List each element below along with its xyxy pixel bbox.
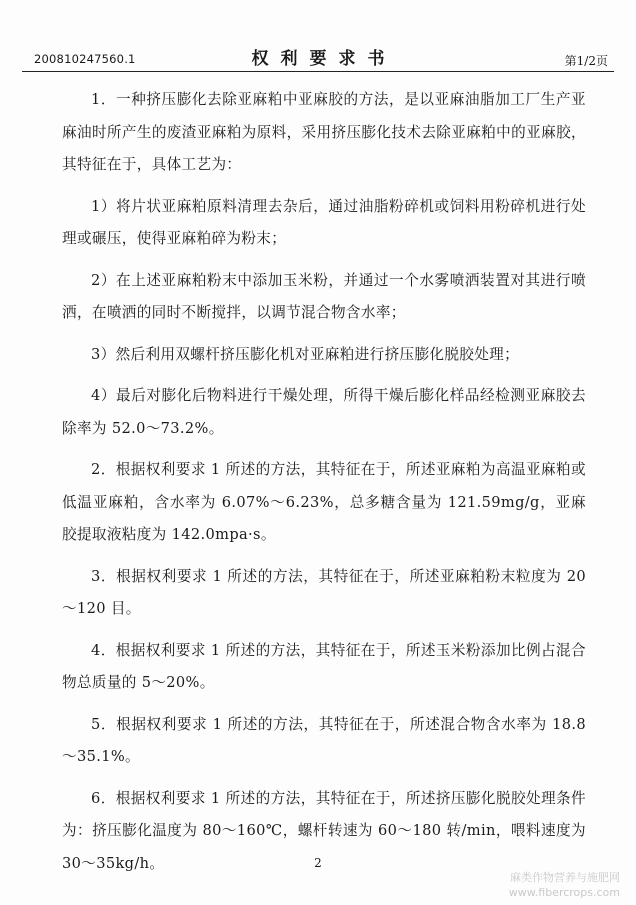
- watermark-site-name: 麻类作物营养与施肥网: [510, 871, 620, 884]
- application-number: 200810247560.1: [34, 52, 136, 66]
- document-header: [22, 40, 614, 70]
- claim-1: 1．一种挤压膨化去除亚麻粕中亚麻胶的方法，是以亚麻油脂加工厂生产亚麻油时所产生的废渣亚麻粕为原料，采用挤压膨化技术去除亚麻粕中的亚麻胶，其特征在于，具体工艺为：: [62, 91, 586, 173]
- claims-body: [62, 84, 586, 889]
- claim-1-step-4: 4）最后对膨化后物料进行干燥处理，所得干燥后膨化样品经检测亚麻胶去除率为 52.0～73.2%。: [62, 387, 586, 437]
- claim-4: 4．根据权利要求 1 所述的方法，其特征在于，所述玉米粉添加比例占混合物总质量的 5～20%。: [62, 641, 586, 691]
- claim-1-step-1: 1）将片状亚麻粕原料清理去杂后，通过油脂粉碎机或饲料用粉碎机进行处理或碾压，使得亚麻粕碎为粉末；: [62, 197, 586, 247]
- claim-5: 5．根据权利要求 1 所述的方法，其特征在于，所述混合物含水率为 18.8～35.1%。: [62, 715, 586, 765]
- watermark: [509, 870, 620, 900]
- claim-3: 3．根据权利要求 1 所述的方法，其特征在于，所述亚麻粕粉末粒度为 20～120 目。: [62, 567, 586, 617]
- claim-1-step-2: 2）在上述亚麻粕粉末中添加玉米粉，并通过一个水雾喷洒装置对其进行喷洒，在喷洒的同时不断搅拌，以调节混合物含水率；: [62, 271, 586, 321]
- header-divider: [22, 71, 614, 72]
- page-number: 2: [314, 856, 322, 870]
- claim-2: 2．根据权利要求 1 所述的方法，其特征在于，所述亚麻粕为高温亚麻粕或低温亚麻粕，含水率为 6.07%～6.23%，总多糖含量为 121.59mg/g，亚麻胶提取液粘度为 142.0mpa·s。: [62, 461, 586, 543]
- watermark-url: www.fibercrops.com: [508, 886, 620, 899]
- document-title: 权利要求书: [251, 49, 397, 69]
- claim-1-step-3: 3）然后利用双螺杆挤压膨化机对亚麻粕进行挤压膨化脱胶处理；: [91, 345, 520, 363]
- claim-6: 6．根据权利要求 1 所述的方法，其特征在于，所述挤压膨化脱胶处理条件为：挤压膨化温度为 80～160℃，螺杆转速为 60～180 转/min，喂料速度为 30～35kg/h。: [62, 789, 586, 872]
- page-indicator: 第1/2页: [564, 54, 608, 68]
